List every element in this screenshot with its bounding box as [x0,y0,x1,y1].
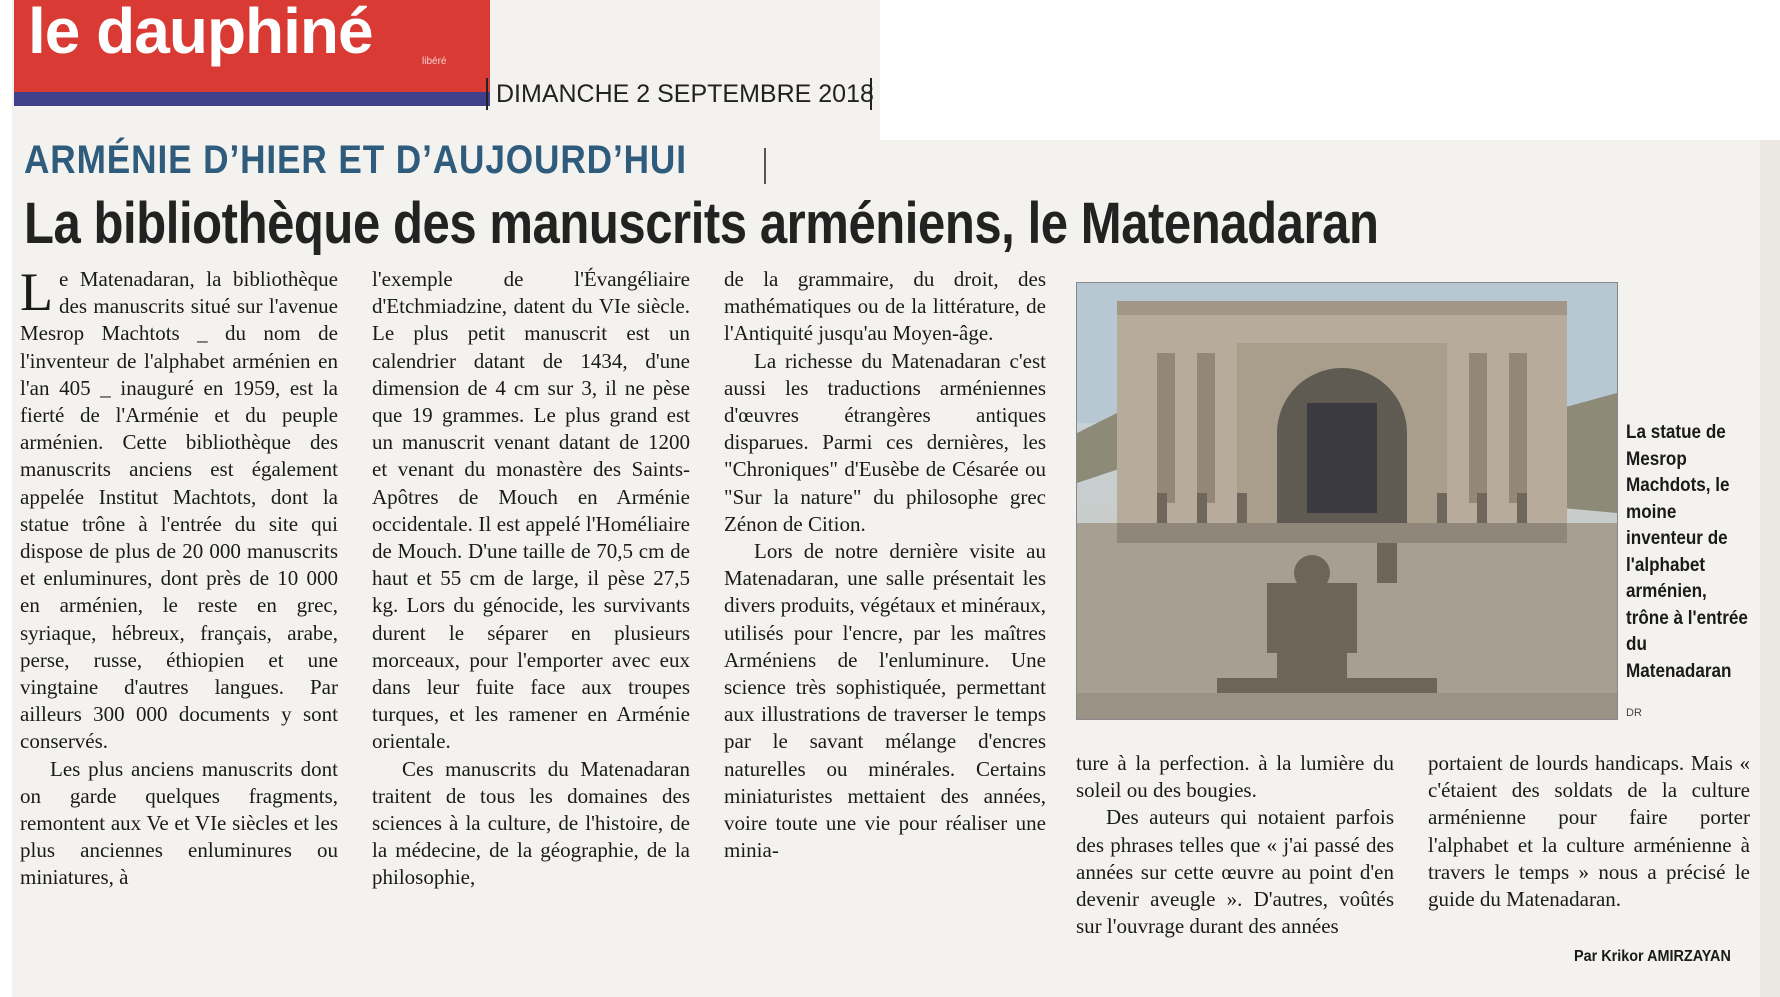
adjacent-page-edge [1760,140,1780,997]
paragraph: de la grammaire, du droit, des mathématiques ou de la littérature, de l'Antiquité jusqu'au Moyen-âge. [724,267,1046,346]
article-byline: Par Krikor AMIRZAYAN [1574,948,1731,965]
page-background [880,0,1780,140]
kicker-divider [764,148,766,184]
logo-subtitle: libéré [422,56,447,67]
matenadaran-photo [1076,282,1618,720]
article-column-5 [1428,750,1750,913]
paragraph: Ces manuscrits du Matenadaran traitent de tous les domaines des sciences à la culture, de l'histoire, de la médecine, de la géographie, de la philosophie, [372,756,690,890]
building-illustration [1077,283,1617,719]
paragraph: ture à la perfection. à la lumière du soleil ou des bougies. [1076,751,1394,803]
paragraph-text: e Matenadaran, la bibliothèque des manuscrits situé sur l'avenue Mesrop Machtots _ du nom de l'inventeur de l'alphabet arménien en l'an 405 _ inauguré en 1959, est la fierté de l'Arménie et du peuple arménien. Cette bibliothèque des manuscrits anciens est également appelée Institut Machtots, dont la statue trône à l'entrée du site qui dispose de plus de 20 000 manuscrits et enluminures, dont près de 10 000 en arménien, le reste en grec, syriaque, hébreux, français, arabe, perse, russe, éthiopien et une vingtaine d'autres langues. Par ailleurs 300 000 documents y sont conservés. [20,267,338,754]
logo-band [14,92,490,106]
newspaper-logo [14,0,490,92]
paragraph: portaient de lourds handicaps. Mais « c'étaient des soldats de la culture arménienne pour faire porter l'alphabet et la culture arménienne à travers le temps » nous a précisé le guide du Matenadaran. [1428,751,1750,912]
paragraph: Lors de notre dernière visite au Matenadaran, une salle présentait les divers produits, végétaux et minéraux, utilisés pour l'encre, par les maîtres Arméniens de l'enluminure. Une science très sophistiquée, permettant aux illustrations de traverser le temps par le savant mélange d'encres naturelles ou minérales. Certains miniaturistes mettaient des années, voire toute une vie pour réaliser une minia- [724,539,1046,863]
paragraph: La richesse du Matenadaran c'est aussi les traductions arméniennes d'œuvres étrangères antiques disparues. Parmi ces dernières, les "Chroniques" d'Eusèbe de Césarée ou "Sur la nature" du philosophe grec Zénon de Cition. [724,348,1046,536]
section-kicker: ARMÉNIE D’HIER ET D’AUJOURD’HUI [24,138,687,182]
article-column-3 [724,266,1046,864]
paragraph: Les plus anciens manuscrits dont on garde quelques fragments, remontent aux Ve et VIe siècles et les plus anciennes enluminures ou miniatures, à [20,756,338,890]
paragraph: Des auteurs qui notaient parfois des phrases telles que « j'ai passé des années sur cette œuvre au point d'en devenir aveugle ». D'autres, voûtés sur l'ouvrage durant des années [1076,805,1394,939]
logo-text: le dauphiné [28,0,373,67]
photo-credit: DR [1626,707,1642,719]
drop-cap: L [20,262,53,322]
issue-date: DIMANCHE 2 SEPTEMBRE 2018 [486,78,872,110]
paragraph: l'exemple de l'Évangéliaire d'Etchmiadzine, datent du VIe siècle. Le plus petit manuscrit est un calendrier datant de 1434, d'une dimension de 4 cm sur 3, il ne pèse que 19 grammes. Le plus grand est un manuscrit venant datant de 1200 et venant du monastère des Saints-Apôtres de Mouch en Arménie occidentale. Il est appelé l'Homéliaire de Mouch. D'une taille de 70,5 cm de haut et 55 cm de large, il pèse 27,5 kg. Lors du génocide, les survivants durent le séparer en plusieurs morceaux, pour l'emporter avec eux dans leur fuite face aux troupes turques, et les ramener en Arménie orientale. [372,267,690,754]
photo-caption: La statue de Mesrop Machdots, le moine inventeur de l'alphabet arménien, trône à l'entrée du Matenadaran [1626,422,1748,682]
article-headline: La bibliothèque des manuscrits arméniens, le Matenadaran [24,191,1379,256]
paragraph [20,262,338,756]
article-column-4 [1076,750,1394,940]
article-column-1 [20,262,338,892]
article-column-2 [372,266,690,892]
